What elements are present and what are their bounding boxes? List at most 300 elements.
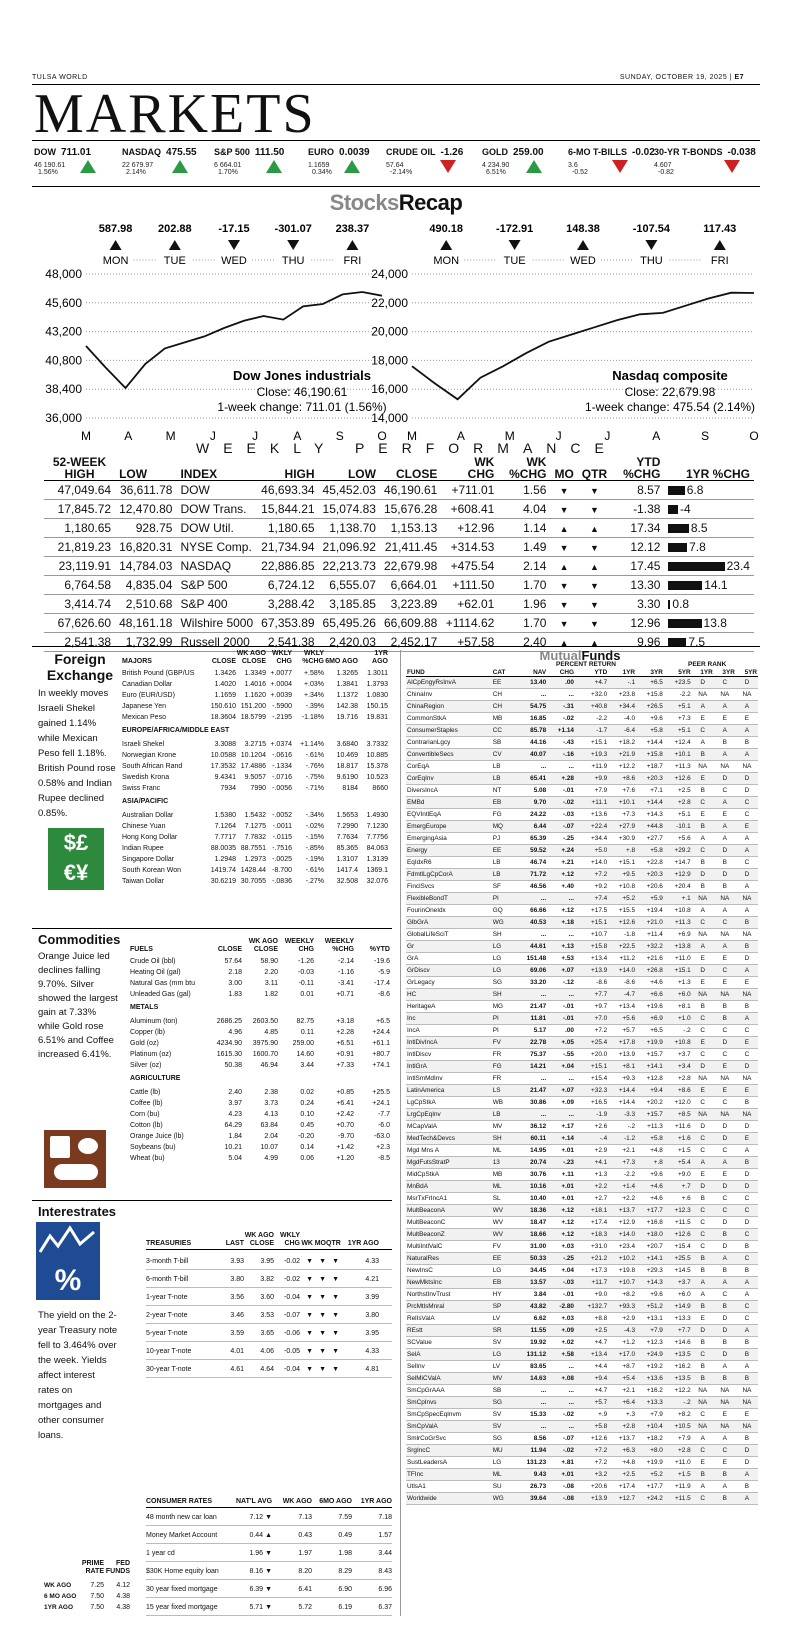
rates-blurb: The yield on the 2-year Treasury note fell to 3.464% over the week. Yields affect interest rates on mortgages and other consumer loans. <box>38 1310 118 1441</box>
mf-cell: +15.8 <box>575 941 608 953</box>
mf-cell: 14.63 <box>514 1373 547 1385</box>
table-cell <box>326 1344 339 1360</box>
mf-cell: E <box>692 953 714 965</box>
mf-cell: MCapValA <box>406 1121 492 1133</box>
mf-cell: C <box>692 1025 714 1037</box>
mf-cell: 39.64 <box>514 1493 547 1505</box>
mf-cell: +1.3 <box>664 977 692 989</box>
table-cell: 19.716 <box>336 714 358 721</box>
mf-cell: +13.8 <box>664 941 692 953</box>
mf-cell: +34.4 <box>608 701 636 713</box>
weekly-cell: 8.57 <box>611 481 664 500</box>
table-cell <box>313 1308 326 1324</box>
mf-cell: +.3 <box>608 1409 636 1421</box>
mf-cell: A <box>714 749 736 761</box>
title-rule <box>32 140 760 141</box>
table-cell: +2.3 <box>376 1144 390 1151</box>
table-row <box>122 701 392 712</box>
mf-cell: EE <box>492 1253 514 1265</box>
mf-cell: +1.5 <box>664 1145 692 1157</box>
table-cell: 1.3841 <box>336 681 358 688</box>
mf-cell: 85.78 <box>514 725 547 737</box>
weekly-cell <box>550 519 577 538</box>
mf-cell: +1.4 <box>608 1181 636 1193</box>
mf-cell: +14.0 <box>608 1229 636 1241</box>
mf-cell: +.01 <box>547 1145 575 1157</box>
mf-cell: A <box>714 821 736 833</box>
mf-row <box>406 1481 758 1493</box>
mf-cell: MultBeaconC <box>406 1217 492 1229</box>
paper-name: TULSA WORLD <box>32 74 88 81</box>
table-cell: 8.20 <box>298 1568 312 1575</box>
mf-cell: EqIdxR6 <box>406 857 492 869</box>
fx-rule <box>32 928 392 929</box>
mf-cell: B <box>736 1241 758 1253</box>
weekly-cell: 6,724.12 <box>257 576 318 595</box>
header-cell: WKLY CHG <box>272 650 292 665</box>
mf-cell: EE <box>492 677 514 689</box>
daily-change-label: -301.07 <box>274 223 312 235</box>
table-cell: 259.00 <box>292 1040 314 1047</box>
down-arrow-icon: ▼ <box>306 1330 313 1337</box>
table-cell: 3.46 <box>230 1312 244 1319</box>
mf-cell: +9.7 <box>575 1001 608 1013</box>
table-cell: -.7516 <box>272 845 292 852</box>
table-cell: 1.82 <box>264 991 278 998</box>
weekly-cell: Russell 2000 <box>176 633 257 652</box>
mf-cell: 59.52 <box>514 845 547 857</box>
weekly-cell: +475.54 <box>441 557 498 576</box>
table-cell: -.1334 <box>272 763 292 770</box>
weekly-cell: DOW Util. <box>176 519 257 538</box>
table-cell: 10.0588 <box>210 752 236 759</box>
table-cell: Corn (bu) <box>130 1111 160 1118</box>
table-cell: 1.83 <box>228 991 242 998</box>
mf-cell: A <box>692 1157 714 1169</box>
stocks-recap-title: StocksRecap <box>329 190 463 215</box>
mf-cell: 21.47 <box>514 1001 547 1013</box>
mf-cell: +.81 <box>547 1457 575 1469</box>
table-cell: 0.06 <box>300 1155 314 1162</box>
y-tick-label: 14,000 <box>371 411 408 425</box>
mf-cell: +.18 <box>547 917 575 929</box>
mf-cell: E <box>714 1169 736 1181</box>
mf-cell: +.01 <box>547 1469 575 1481</box>
yr-change-bar <box>668 486 684 495</box>
down-arrow-icon: ▼ <box>319 1258 326 1265</box>
table-cell: +.0374 <box>270 741 292 748</box>
table-cell: 0.24 <box>300 1100 314 1107</box>
table-cell: 7.50 <box>90 1593 104 1600</box>
mf-cell: FR <box>492 1073 514 1085</box>
down-arrow-icon: ▼ <box>306 1294 313 1301</box>
mf-cell: D <box>714 1349 736 1361</box>
header-cell: WK AGO CLOSE <box>244 1232 274 1247</box>
table-cell: Mexican Peso <box>122 714 166 721</box>
weekly-cell: 1,180.65 <box>44 519 115 538</box>
group-title: AGRICULTURE <box>130 1075 181 1082</box>
table-cell: Gold (oz) <box>130 1040 159 1047</box>
mf-cell: +13.5 <box>664 1349 692 1361</box>
mf-cell: 36.12 <box>514 1121 547 1133</box>
mf-cell: +5.2 <box>608 893 636 905</box>
mf-cell: B <box>736 737 758 749</box>
mf-cell: -1.2 <box>608 1133 636 1145</box>
weekly-cell: NYSE Comp. <box>176 538 257 557</box>
mf-row <box>406 1097 758 1109</box>
mf-cell: +11.9 <box>575 761 608 773</box>
mf-cell: +12.6 <box>608 917 636 929</box>
mf-cell: A <box>736 845 758 857</box>
mf-row <box>406 713 758 725</box>
mf-cell: +11.5 <box>664 1217 692 1229</box>
mf-cell: ConsumerStaples <box>406 725 492 737</box>
wheat-icon <box>78 1138 98 1154</box>
table-cell: 0.44 ▲ <box>249 1532 272 1539</box>
issue-date: SUNDAY, OCTOBER 19, 2025 | E7 <box>619 74 744 81</box>
ticker-3 <box>308 142 386 182</box>
table-cell: -.19% <box>305 856 324 863</box>
mf-cell: LG <box>492 953 514 965</box>
mf-cell: GrDiscv <box>406 965 492 977</box>
mf-cell: E <box>736 1085 758 1097</box>
mf-cell: C <box>692 1049 714 1061</box>
table-row <box>130 1109 392 1120</box>
table-cell: 6.96 <box>378 1586 392 1593</box>
mf-cell: +7.9 <box>636 1325 664 1337</box>
weekly-cell <box>664 538 754 557</box>
mf-cell: CommonStkA <box>406 713 492 725</box>
table-cell: Australian Dollar <box>122 812 174 819</box>
mf-cell: +27.7 <box>636 833 664 845</box>
mf-cell: +.03 <box>547 1241 575 1253</box>
mf-cell: MedTech&Devcs <box>406 1133 492 1145</box>
mf-cell: +13.5 <box>664 1373 692 1385</box>
table-cell: 3.7332 <box>366 741 388 748</box>
mf-cell: -.55 <box>547 1049 575 1061</box>
mf-cell: D <box>736 1181 758 1193</box>
table-cell: 1.1620 <box>244 692 266 699</box>
y-tick-label: 20,000 <box>371 324 408 339</box>
mf-cell: E <box>714 1409 736 1421</box>
weekly-cell: +711.01 <box>441 481 498 500</box>
table-cell: 7990 <box>250 785 266 792</box>
header-cell: WK <box>301 1240 313 1247</box>
ticker-5 <box>482 142 568 182</box>
header-cell: 6MO AGO <box>325 658 358 665</box>
table-cell: 48 month new car loan <box>146 1514 217 1521</box>
mf-cell: +30.9 <box>608 833 636 845</box>
mf-cell: +7.2 <box>575 869 608 881</box>
table-cell: 1.3793 <box>366 681 388 688</box>
mf-cell: +7.2 <box>575 1457 608 1469</box>
down-arrow-icon: ▼ <box>559 486 569 496</box>
ticker-change: 111.50 <box>254 147 285 158</box>
table-cell: 1.3139 <box>366 856 388 863</box>
y-tick-label: 38,400 <box>45 382 82 397</box>
mf-cell: +12.6 <box>664 773 692 785</box>
mf-cell: +6.0 <box>664 1289 692 1301</box>
mf-cell: A <box>736 1145 758 1157</box>
weekly-header-cell: WK %CHG <box>498 456 550 481</box>
mf-header-cell: CHG <box>547 669 575 677</box>
weekly-header-cell: LOW <box>115 456 176 481</box>
header-cell: 6MO AGO <box>319 1498 352 1505</box>
mf-cell: REstt <box>406 1325 492 1337</box>
ticker-4 <box>386 142 482 182</box>
mf-cell: C <box>692 1493 714 1505</box>
table-cell: 19.831 <box>366 714 388 721</box>
weekly-cell: S&P 500 <box>176 576 257 595</box>
mf-cell: +6.4 <box>608 1397 636 1409</box>
weekly-cell <box>550 500 577 519</box>
mf-cell: +12.9 <box>664 869 692 881</box>
table-cell: 3-month T-bill <box>146 1258 189 1265</box>
table-cell: +2.42 <box>336 1111 354 1118</box>
table-cell: -0.03 <box>298 969 314 976</box>
mf-cell: -.02 <box>547 713 575 725</box>
mf-cell: E <box>692 1085 714 1097</box>
mf-cell: ... <box>514 1397 547 1409</box>
table-cell: 3.95 <box>365 1330 379 1337</box>
mf-cell: 14.95 <box>514 1145 547 1157</box>
mf-cell: +2.2 <box>608 1193 636 1205</box>
mf-cell: -.01 <box>547 1289 575 1301</box>
mf-cell: ... <box>547 1397 575 1409</box>
mf-cell: B <box>736 1349 758 1361</box>
mf-cell: -.31 <box>547 701 575 713</box>
ticker-head <box>482 142 568 160</box>
table-cell: 1.5380 <box>214 812 236 819</box>
mf-row <box>406 785 758 797</box>
mf-cell: B <box>714 737 736 749</box>
mf-cell: +18.3 <box>575 1229 608 1241</box>
mf-cell: +9.4 <box>636 1085 664 1097</box>
mf-cell: SL <box>492 1193 514 1205</box>
mf-cell: C <box>692 1229 714 1241</box>
down-arrow-icon: ▼ <box>319 1294 326 1301</box>
table-row <box>130 1120 392 1131</box>
mf-cell: GlbGrA <box>406 917 492 929</box>
peer-rank-label: PEER RANK <box>688 661 727 668</box>
mf-cell: 43.82 <box>514 1301 547 1313</box>
table-cell <box>300 1344 313 1360</box>
table-cell: 2-year T-note <box>146 1312 188 1319</box>
mf-cell: -2.80 <box>547 1301 575 1313</box>
mf-cell: +17.5 <box>575 905 608 917</box>
table-row <box>122 783 392 794</box>
mf-cell: 131.23 <box>514 1457 547 1469</box>
header-cell: PRIME RATE <box>81 1560 104 1575</box>
rates-title: Interestrates <box>38 1204 117 1219</box>
mf-cell: A <box>714 1277 736 1289</box>
mf-cell: B <box>692 1469 714 1481</box>
up-arrow-icon: ▲ <box>590 562 599 572</box>
mf-cell: D <box>714 1325 736 1337</box>
mf-cell: FV <box>492 1037 514 1049</box>
table-cell: -.5900 <box>272 703 292 710</box>
treasury-row <box>146 1254 392 1270</box>
mf-cell: WG <box>492 1493 514 1505</box>
mf-cell: 19.92 <box>514 1337 547 1349</box>
mf-cell: B <box>714 1301 736 1313</box>
table-cell: 7.25 <box>90 1582 104 1589</box>
table-cell: -2.14 <box>338 958 354 965</box>
mf-cell: SustLeadersA <box>406 1457 492 1469</box>
table-cell: -19.6 <box>374 958 390 965</box>
mf-header-cell: CAT <box>492 669 514 677</box>
down-arrow-icon: ▼ <box>306 1312 313 1319</box>
prime-row <box>44 1602 134 1613</box>
mf-cell: -.12 <box>547 977 575 989</box>
mf-cell: 11.94 <box>514 1445 547 1457</box>
ticker-change: -1.26 <box>440 147 464 158</box>
up-arrow-icon: ▲ <box>590 524 599 534</box>
table-cell: +6.41 <box>336 1100 354 1107</box>
mf-cell: NA <box>692 929 714 941</box>
mf-cell: MultBeaconZ <box>406 1229 492 1241</box>
mf-cell: +17.3 <box>575 1265 608 1277</box>
table-cell: 0.02 <box>300 1089 314 1096</box>
ticker-value: 4 234.90 <box>482 162 510 169</box>
table-cell: 0.14 <box>300 1144 314 1151</box>
mf-cell: 33.20 <box>514 977 547 989</box>
mf-row <box>406 989 758 1001</box>
mf-cell: D <box>714 773 736 785</box>
mf-cell: B <box>714 881 736 893</box>
mf-cell: D <box>736 1445 758 1457</box>
table-row <box>130 1142 392 1153</box>
table-cell: +0.85 <box>336 1089 354 1096</box>
mf-row <box>406 809 758 821</box>
mf-cell: A <box>692 833 714 845</box>
mf-cell: +24.2 <box>636 1493 664 1505</box>
mf-cell: WV <box>492 1229 514 1241</box>
table-cell: 18.817 <box>336 763 358 770</box>
weekly-cell: 4,835.04 <box>115 576 176 595</box>
mf-cell: MQ <box>492 821 514 833</box>
mf-cell: +19.6 <box>636 1001 664 1013</box>
mf-cell: ConvertibleSecs <box>406 749 492 761</box>
mf-cell: B <box>692 1265 714 1277</box>
table-cell: -0.04 <box>284 1366 300 1373</box>
weekly-cell: DOW <box>176 481 257 500</box>
mf-cell: +5.7 <box>608 1025 636 1037</box>
table-cell: Soybeans (bu) <box>130 1144 176 1151</box>
mf-cell: +10.2 <box>608 1253 636 1265</box>
table-cell <box>313 1362 326 1378</box>
mf-cell: D <box>714 1217 736 1229</box>
mf-cell: +15.1 <box>575 917 608 929</box>
table-cell: +24.4 <box>372 1029 390 1036</box>
mf-cell: SmCpGrAAA <box>406 1385 492 1397</box>
mf-cell: B <box>736 917 758 929</box>
mf-cell: NA <box>692 1385 714 1397</box>
mf-cell: +15.5 <box>608 905 636 917</box>
mf-cell: +22.8 <box>636 857 664 869</box>
mf-cell: +15.8 <box>636 689 664 701</box>
mf-cell: +9.3 <box>608 1073 636 1085</box>
mf-cell: +7.0 <box>575 1013 608 1025</box>
table-cell: 3.44 <box>300 1062 314 1069</box>
mf-cell: +18.2 <box>636 1433 664 1445</box>
mf-cell: NA <box>736 893 758 905</box>
weekly-cell <box>550 557 577 576</box>
weekly-cell: Wilshire 5000 <box>176 614 257 633</box>
day-label: FRI <box>343 255 362 267</box>
mf-cell: 3.84 <box>514 1289 547 1301</box>
mf-cell: NA <box>736 1385 758 1397</box>
mf-cell: SmCpInvs <box>406 1397 492 1409</box>
table-row <box>122 832 392 843</box>
ticker-rule <box>32 186 760 187</box>
table-cell: 1YR AGO <box>44 1604 74 1611</box>
table-cell: -0.11 <box>298 980 314 987</box>
mf-row <box>406 869 758 881</box>
mf-cell: Gr <box>406 941 492 953</box>
table-cell: 10.21 <box>224 1144 242 1151</box>
table-cell: 1615.30 <box>216 1051 242 1058</box>
table-cell: 3975.90 <box>252 1040 278 1047</box>
mf-cell: +10.8 <box>664 1037 692 1049</box>
mf-cell: +.28 <box>547 773 575 785</box>
mf-cell: E <box>692 713 714 725</box>
table-cell: 7.59 <box>338 1514 352 1521</box>
table-cell: 4.96 <box>228 1029 242 1036</box>
mf-cell: A <box>714 941 736 953</box>
mf-cell: -2.2 <box>575 713 608 725</box>
down-arrow-icon: ▼ <box>559 600 569 610</box>
weekly-cell: 2,541.38 <box>44 633 115 652</box>
table-cell: -.61% <box>305 867 324 874</box>
table-cell: 58.90 <box>260 958 278 965</box>
mf-cell: +18.7 <box>636 761 664 773</box>
ticker-name: NASDAQ <box>122 147 162 157</box>
table-cell: 3.80 <box>230 1276 244 1283</box>
mf-cell: +.8 <box>608 845 636 857</box>
mf-cell: ... <box>547 1073 575 1085</box>
down-arrow-icon: ▼ <box>590 505 599 515</box>
mf-cell: NA <box>692 689 714 701</box>
down-arrow-icon: ▼ <box>306 1366 313 1373</box>
table-cell: 15.378 <box>366 763 388 770</box>
mf-row <box>406 1241 758 1253</box>
mf-cell: B <box>714 1265 736 1277</box>
mf-cell: B <box>714 857 736 869</box>
weekly-cell <box>664 557 754 576</box>
mf-cell: NA <box>714 1073 736 1085</box>
mf-cell: ... <box>547 1361 575 1373</box>
ticker-change: 711.01 <box>61 147 92 158</box>
mf-cell: -.02 <box>547 1445 575 1457</box>
weekly-cell: 3,414.74 <box>44 595 115 614</box>
chart-title: Nasdaq composite <box>612 368 728 383</box>
weekly-cell: 15,676.28 <box>380 500 441 519</box>
mf-cell: +.13 <box>547 941 575 953</box>
mf-cell: EB <box>492 797 514 809</box>
mf-cell: CorEqInv <box>406 773 492 785</box>
mf-cell: +7.2 <box>575 1025 608 1037</box>
weekly-cell: 3.30 <box>611 595 664 614</box>
up-arrow-icon <box>577 240 589 250</box>
table-cell: -17.4 <box>374 980 390 987</box>
mf-cell: ... <box>514 689 547 701</box>
mf-cell: ... <box>547 1109 575 1121</box>
mf-header-cell: 3YR <box>636 669 664 677</box>
mf-cell: C <box>692 1241 714 1253</box>
table-cell: 7.7832 <box>244 834 266 841</box>
month-label: J <box>209 429 216 443</box>
